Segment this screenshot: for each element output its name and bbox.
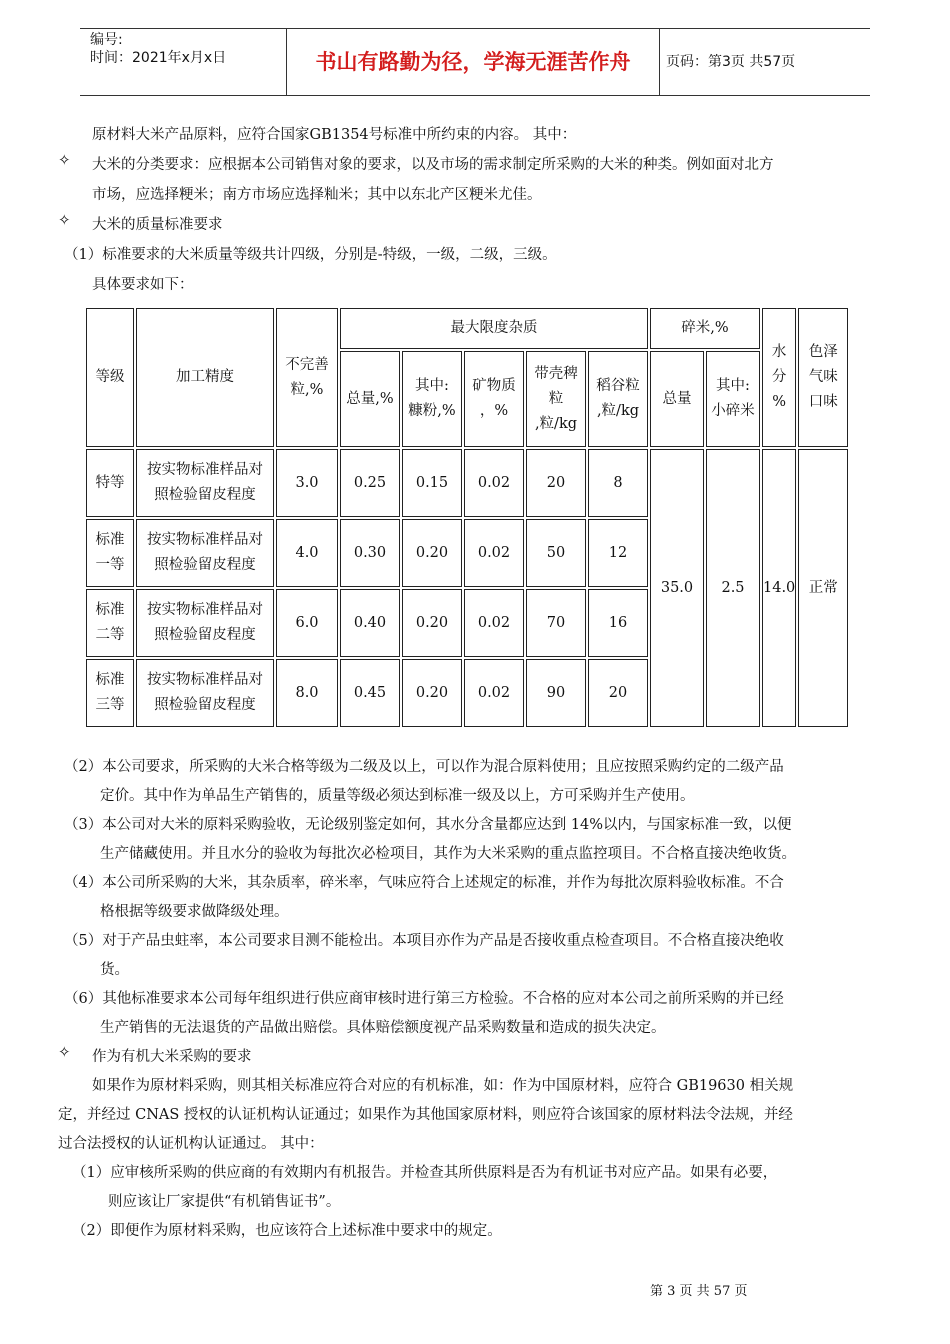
organic-line-2: 定，并经过 CNAS 授权的认证机构认证通过；如果作为其他国家原材料，则应符合该国家的原材料法令法规，并经	[58, 1107, 793, 1123]
total-cell: 0.30	[340, 519, 400, 587]
organic-2-text: （2）即便作为原材料采购，也应该符合上述标准中要求中的规定。	[72, 1223, 502, 1239]
header-color: 色泽 气味 口味	[798, 308, 848, 447]
total-cell: 0.45	[340, 659, 400, 727]
bran-cell: 0.20	[402, 589, 462, 657]
precision-cell: 按实物标准样品对 照检验留皮程度	[136, 659, 274, 727]
imperfect-cell: 6.0	[276, 589, 338, 657]
organic-line-1: 如果作为原材料采购，则其相关标准应符合对应的有机标准，如：作为中国原材料，应符合 GB19630 相关规	[92, 1078, 794, 1094]
header-paddy: 稻谷粒 ,粒/kg	[588, 351, 648, 447]
req-3-line-1: （3）本公司对大米的原料采购验收，无论级别鉴定如何，其水分含量都应达到 14%以内，与国家标准一致，以便	[64, 817, 792, 833]
header-water: 水 分 %	[762, 308, 796, 447]
bullet-1-line-1: 大米的分类要求：应根据本公司销售对象的要求，以及市场的需求制定所采购的大米的种类。例如面对北方	[92, 157, 774, 173]
mineral-cell: 0.02	[464, 589, 524, 657]
mineral-cell: 0.02	[464, 449, 524, 517]
req-2-line-2: 定价。其中作为单品生产销售的，质量等级必须达到标准一级及以上，方可采购并生产使用。	[100, 788, 695, 804]
bullet-3-text: 作为有机大米采购的要求	[92, 1049, 252, 1065]
table-row	[86, 449, 848, 517]
total-cell: 0.25	[340, 449, 400, 517]
bran-cell: 0.20	[402, 659, 462, 727]
small-broken-cell: 2.5	[706, 449, 760, 727]
header-bran: 其中: 糠粉,%	[402, 351, 462, 447]
header-husk: 带壳稗 粒 ,粒/kg	[526, 351, 586, 447]
husk-cell: 90	[526, 659, 586, 727]
header-small-broken: 其中: 小碎米	[706, 351, 760, 447]
paddy-cell: 12	[588, 519, 648, 587]
header-broken-total: 总量	[650, 351, 704, 447]
page-footer: 第 3 页 共 57 页	[650, 1284, 748, 1299]
organic-1-line-2: 则应该让厂家提供“有机销售证书”。	[108, 1194, 341, 1210]
diamond-bullet-icon: ✧	[58, 211, 71, 229]
paddy-cell: 8	[588, 449, 648, 517]
mineral-cell: 0.02	[464, 519, 524, 587]
req-6-line-2: 生产销售的无法退货的产品做出赔偿。具体赔偿额度视产品采购数量和造成的损失决定。	[100, 1020, 666, 1036]
precision-cell: 按实物标准样品对 照检验留皮程度	[136, 589, 274, 657]
paddy-cell: 20	[588, 659, 648, 727]
header-page-info: 页码：第3页 共57页	[666, 54, 796, 70]
diamond-bullet-icon: ✧	[58, 1043, 71, 1061]
header-broken: 碎米,%	[650, 308, 760, 349]
header-precision: 加工精度	[136, 308, 274, 447]
number-label: 编号:	[90, 32, 123, 48]
header-imperfect: 不完善 粒,%	[276, 308, 338, 447]
header-total: 总量,%	[340, 351, 400, 447]
bullet-1-line-2: 市场，应选择粳米；南方市场应选择籼米；其中以东北产区粳米尤佳。	[92, 187, 542, 203]
paddy-cell: 16	[588, 589, 648, 657]
header-grade: 等级	[86, 308, 134, 447]
req-5-line-2: 货。	[100, 962, 129, 978]
time-label: 时间：2021年x月x日	[90, 50, 227, 66]
req-3-line-2: 生产储藏使用。并且水分的验收为每批次必检项目，其作为大米采购的重点监控项目。不合格直接决绝收货。	[100, 846, 796, 862]
imperfect-cell: 4.0	[276, 519, 338, 587]
req-6-line-1: （6）其他标准要求本公司每年组织进行供应商审核时进行第三方检验。不合格的应对本公司之前所采购的并已经	[64, 991, 784, 1007]
rice-quality-table	[84, 306, 850, 729]
bullet-2-text: 大米的质量标准要求	[92, 217, 223, 233]
req-4-line-2: 格根据等级要求做降级处理。	[100, 904, 289, 920]
precision-cell: 按实物标准样品对 照检验留皮程度	[136, 519, 274, 587]
req-2-line-1: （2）本公司要求，所采购的大米合格等级为二级及以上，可以作为混合原料使用；且应按照采购约定的二级产品	[64, 759, 784, 775]
precision-cell: 按实物标准样品对 照检验留皮程度	[136, 449, 274, 517]
grade-cell: 标准 一等	[86, 519, 134, 587]
intro-text: 原材料大米产品原料，应符合国家GB1354号标准中所约束的内容。 其中：	[92, 127, 577, 143]
husk-cell: 20	[526, 449, 586, 517]
req-1-text: （1）标准要求的大米质量等级共计四级，分别是-特级，一级，二级，三级。	[64, 247, 557, 263]
imperfect-cell: 8.0	[276, 659, 338, 727]
header-impurity: 最大限度杂质	[340, 308, 648, 349]
grade-cell: 标准 三等	[86, 659, 134, 727]
header-motto: 书山有路勤为径，学海无涯苦作舟	[286, 29, 660, 95]
req-4-line-1: （4）本公司所采购的大米，其杂质率，碎米率，气味应符合上述规定的标准，并作为每批次原料验收标准。不合	[64, 875, 784, 891]
organic-line-3: 过合法授权的认证机构认证通过。 其中：	[58, 1136, 324, 1152]
req-5-line-1: （5）对于产品虫蛀率，本公司要求目测不能检出。本项目亦作为产品是否接收重点检查项目。不合格直接决绝收	[64, 933, 784, 949]
water-cell: 14.0	[762, 449, 796, 727]
total-cell: 0.40	[340, 589, 400, 657]
req-1-sub: 具体要求如下：	[92, 277, 194, 293]
header-mineral: 矿物质 ，%	[464, 351, 524, 447]
imperfect-cell: 3.0	[276, 449, 338, 517]
broken-total-cell: 35.0	[650, 449, 704, 727]
bran-cell: 0.20	[402, 519, 462, 587]
bran-cell: 0.15	[402, 449, 462, 517]
page-header	[80, 28, 870, 96]
diamond-bullet-icon: ✧	[58, 151, 71, 169]
color-cell: 正常	[798, 449, 848, 727]
header-meta	[90, 31, 280, 67]
husk-cell: 50	[526, 519, 586, 587]
organic-1-line-1: （1）应审核所采购的供应商的有效期内有机报告。并检查其所供原料是否为有机证书对应产品。如果有必要，	[72, 1165, 778, 1181]
grade-cell: 标准 二等	[86, 589, 134, 657]
mineral-cell: 0.02	[464, 659, 524, 727]
husk-cell: 70	[526, 589, 586, 657]
grade-cell: 特等	[86, 449, 134, 517]
